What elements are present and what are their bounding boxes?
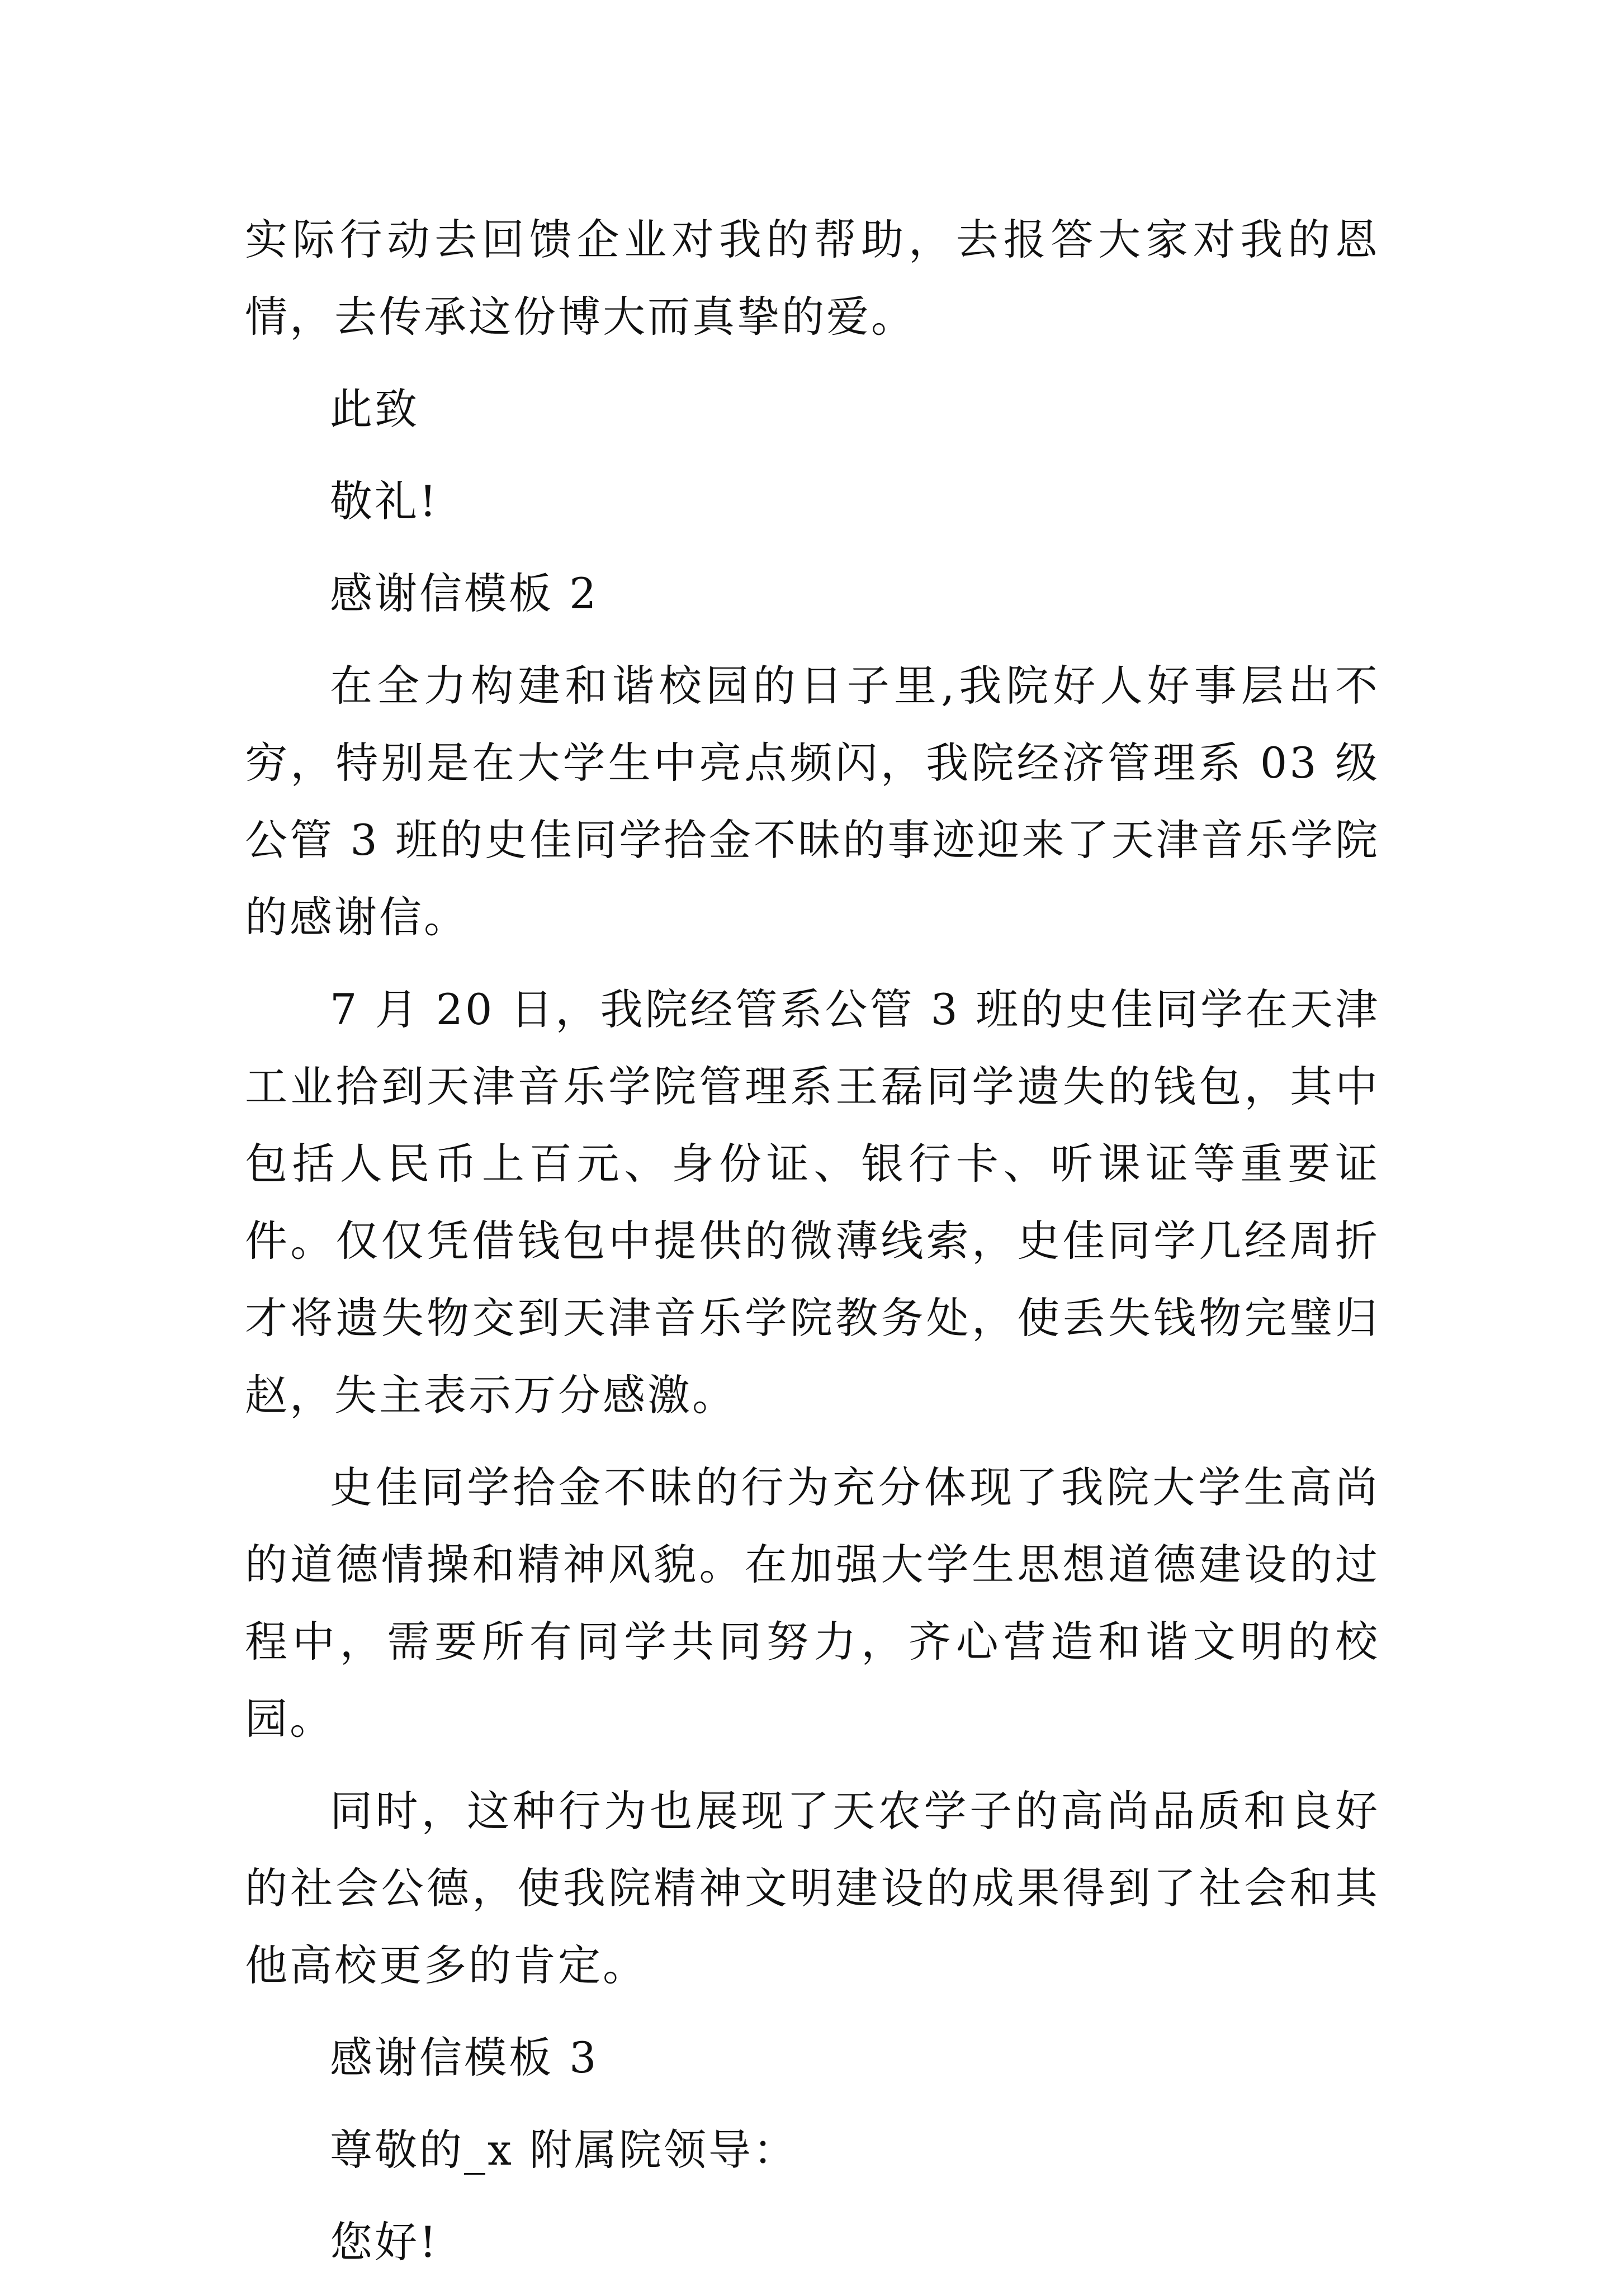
paragraph-conclusion: 同时，这种行为也展现了天农学子的高尚品质和良好的社会公德，使我院精神文明建设的成果得到了社会和其他高校更多的肯定。 [245,1786,1380,1990]
paragraph-praise: 史佳同学拾金不昧的行为充分体现了我院大学生高尚的道德情操和精神风貌。在加强大学生思想道德建设的过程中，需要所有同学共同努力，齐心营造和谐文明的校园。 [245,1462,1380,1744]
paragraph-event: 7 月 20 日，我院经管系公管 3 班的史佳同学在天津工业拾到天津音乐学院管理系王磊同学遗失的钱包，其中包括人民币上百元、身份证、银行卡、听课证等重要证件。仅仅凭借钱包中提供的微薄线索，史佳同学几经周折才将遗失物交到天津音乐学院教务处，使丢失钱物完璧归赵，失主表示万分感激。 [245,984,1380,1420]
paragraph-intro: 在全力构建和谐校园的日子里,我院好人好事层出不穷，特别是在大学生中亮点频闪，我院经济管理系 03 级公管 3 班的史佳同学拾金不昧的事迹迎来了天津音乐学院的感谢信。 [245,661,1380,942]
section-heading-template-3: 感谢信模板 3 [330,2033,599,2082]
letter-greeting: 尊敬的_x 附属院领导： [330,2125,798,2175]
letter-hello: 您好! [330,2217,439,2267]
paragraph-continuation: 实际行动去回馈企业对我的帮助，去报答大家对我的恩情，去传承这份博大而真挚的爱。 [245,215,1380,342]
closing-regards: 敬礼! [330,476,439,526]
document-body [245,201,1380,2296]
closing-salutation: 此致 [330,384,419,434]
section-heading-template-2: 感谢信模板 2 [330,569,599,618]
